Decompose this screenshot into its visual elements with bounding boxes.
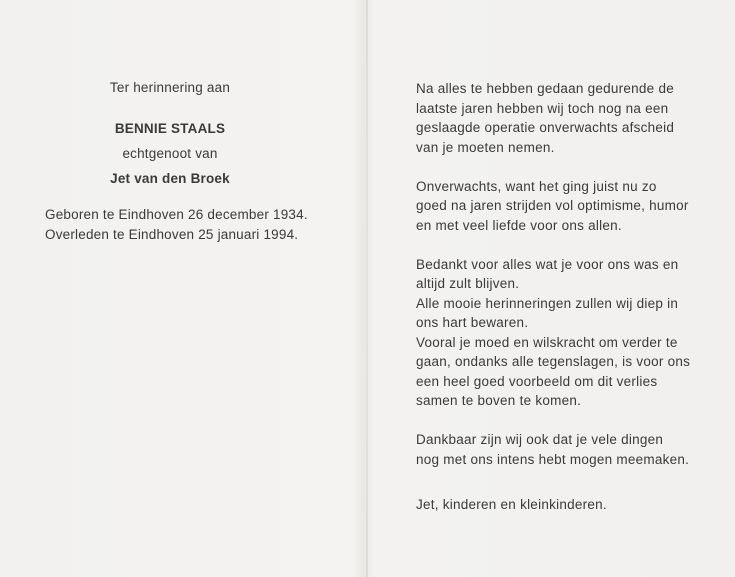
text-line: samen te boven te komen.	[416, 393, 582, 408]
intro-text: Ter herinnering aan	[109, 80, 231, 95]
paragraph-3	[416, 255, 716, 411]
text-line: van je moeten nemen.	[416, 139, 555, 155]
text-line: laatste jaren hebben wij toch nog na een	[416, 100, 669, 116]
dates-block	[30, 205, 350, 245]
deceased-name: BENNIE STAALS	[114, 121, 226, 136]
right-panel	[416, 79, 716, 515]
text-line: Dankbaar zijn wij ook dat je vele dingen	[416, 432, 664, 447]
birth-line: Geboren te Eindhoven 26 december 1934.	[45, 207, 308, 222]
text-line: en met veel liefde voor ons allen.	[416, 217, 622, 233]
text-line: Alle mooie herinneringen zullen wij diep in	[416, 295, 679, 311]
text-line: ons hart bewaren.	[416, 315, 529, 330]
text-line: een heel goed voorbeeld om dit verlies	[416, 373, 658, 389]
signoff-text: Jet, kinderen en kleinkinderen.	[416, 497, 607, 512]
left-panel	[30, 78, 350, 245]
text-line: goed na jaren strijden vol optimisme, humor	[416, 198, 689, 213]
spouse-name: Jet van den Broek	[110, 171, 230, 186]
text-line: nog met ons intens hebt mogen meemaken.	[416, 451, 690, 467]
text-line: geslaagde operatie onverwachts afscheid	[416, 120, 675, 135]
text-line: Bedankt voor alles wat je voor ons was en	[416, 256, 679, 272]
paragraph-4	[416, 430, 716, 469]
text-line: Vooral je moed en wilskracht om verder te	[416, 334, 678, 350]
relation-text: echtgenoot van	[122, 146, 218, 161]
card-fold	[366, 0, 368, 577]
text-line: gaan, ondanks alle tegenslagen, is voor ons	[416, 354, 691, 369]
text-line: Na alles te hebben gedaan gedurende de	[416, 81, 674, 96]
death-line: Overleden te Eindhoven 25 januari 1994.	[45, 227, 299, 242]
paragraph-1	[416, 79, 716, 157]
text-line: Onverwachts, want het ging juist nu zo	[416, 178, 657, 194]
text-line: altijd zult blijven.	[416, 276, 520, 291]
paragraph-2	[416, 177, 716, 236]
